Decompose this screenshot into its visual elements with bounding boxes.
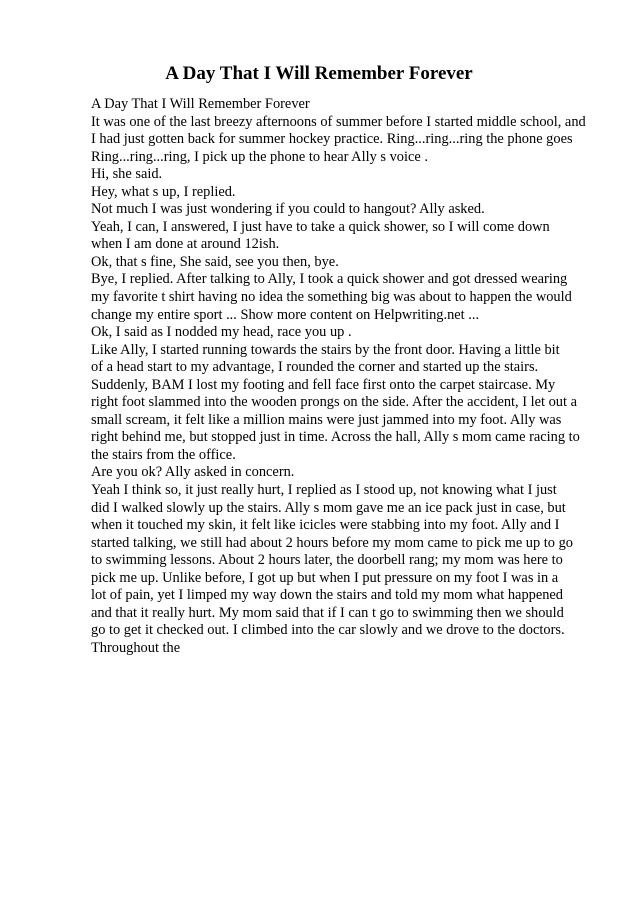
text-line: did I walked slowly up the stairs. Ally s mom gave me an ice pack just in case, but: [91, 499, 566, 516]
text-line: small scream, it felt like a million mains were just jammed into my foot. Ally was: [91, 411, 562, 428]
text-line: Ok, that s fine, She said, see you then, bye.: [91, 253, 339, 270]
text-line: to swimming lessons. About 2 hours later, the doorbell rang; my mom was here to: [91, 552, 563, 569]
text-line: the stairs from the office.: [91, 446, 236, 463]
text-line: Hey, what s up, I replied.: [91, 183, 236, 200]
text-line: Hi, she said.: [91, 166, 163, 183]
text-line: Like Ally, I started running towards the stairs by the front door. Having a little bit: [91, 341, 560, 358]
text-line: right behind me, but stopped just in time. Across the hall, Ally s mom came racing to: [91, 429, 580, 446]
text-line: Not much I was just wondering if you could to hangout? Ally asked.: [91, 201, 485, 218]
text-line: change my entire sport ... Show more content on Helpwriting.net ...: [91, 306, 480, 323]
text-line: Ok, I said as I nodded my head, race you up .: [91, 324, 352, 341]
document-title: A Day That I Will Remember Forever: [165, 63, 473, 84]
text-line: Ring...ring...ring, I pick up the phone to hear Ally s voice .: [91, 148, 428, 165]
text-line: of a head start to my advantage, I rounded the corner and started up the stairs.: [91, 359, 539, 376]
text-line: lot of pain, yet I limped my way down the stairs and told my mom what happened: [91, 587, 564, 604]
text-line: Suddenly, BAM I lost my footing and fell face first onto the carpet staircase. My: [91, 376, 556, 393]
text-line: Bye, I replied. After talking to Ally, I took a quick shower and got dressed wearing: [91, 271, 568, 288]
text-line: started talking, we still had about 2 hours before my mom came to pick me up to go: [91, 534, 573, 551]
text-line: right foot slammed into the wooden prongs on the side. After the accident, I let out a: [91, 394, 577, 411]
text-line: Yeah I think so, it just really hurt, I replied as I stood up, not knowing what I just: [91, 482, 557, 499]
text-line: and that it really hurt. My mom said that if I can t go to swimming then we should: [91, 604, 564, 621]
text-line: when it touched my skin, it felt like icicles were stabbing into my foot. Ally and I: [91, 517, 560, 534]
text-line: Are you ok? Ally asked in concern.: [91, 464, 295, 481]
text-line: Yeah, I can, I answered, I just have to take a quick shower, so I will come down: [91, 218, 550, 235]
text-line: go to get it checked out. I climbed into the car slowly and we drove to the doctors.: [91, 622, 565, 639]
text-line: A Day That I Will Remember Forever: [91, 96, 310, 112]
text-line: when I am done at around 12ish.: [91, 236, 280, 253]
document-body: [91, 96, 591, 658]
text-line: I had just gotten back for summer hockey practice. Ring...ring...ring the phone goes: [91, 131, 573, 148]
text-line: Throughout the: [91, 639, 181, 656]
text-line: my favorite t shirt having no idea the something big was about to happen the would: [91, 289, 572, 306]
text-line: pick me up. Unlike before, I got up but when I put pressure on my foot I was in a: [91, 569, 559, 586]
text-line: It was one of the last breezy afternoons of summer before I started middle school, and: [91, 113, 586, 130]
